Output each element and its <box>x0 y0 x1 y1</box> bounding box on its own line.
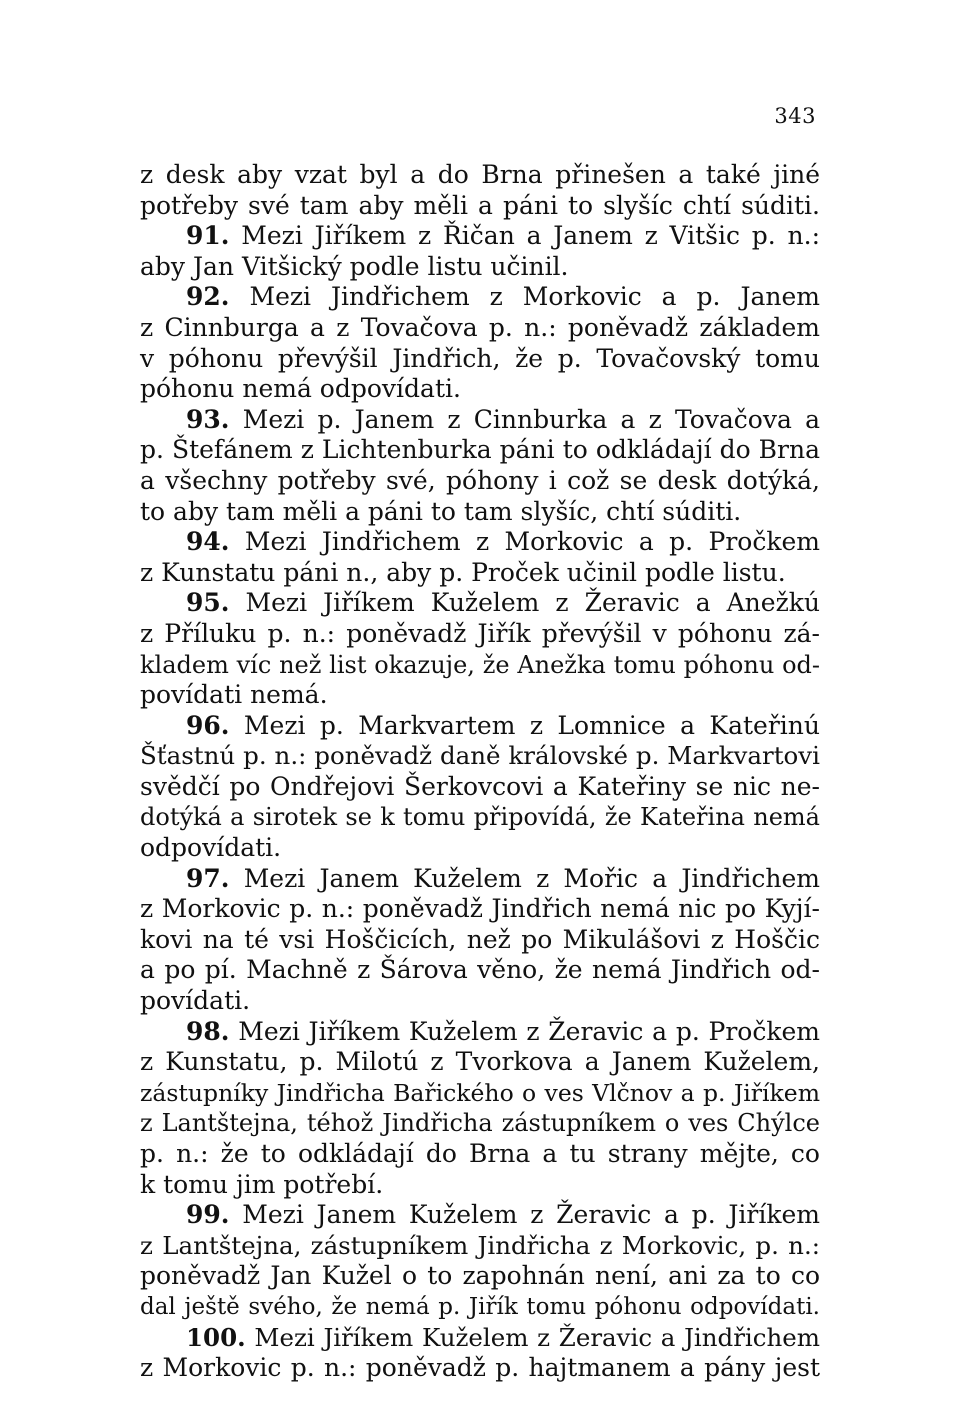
line-text: poněvadž Jan Kužel o to zapohnán není, ani za to co <box>140 1261 820 1291</box>
text-line <box>140 160 820 191</box>
text-line <box>140 650 820 681</box>
line-text: Mezi Jiříkem Kuželem z Žeravic a p. Pročkem <box>238 1016 820 1046</box>
entry-number: 93. <box>186 404 230 434</box>
entry-first-line <box>140 711 820 742</box>
line-text: odpovídati. <box>140 833 282 863</box>
text-line <box>140 191 820 222</box>
line-text: p. Štefánem z Lichtenburka páni to odkládají do Brna <box>140 435 820 465</box>
line-text: Mezi Jiříkem z Řičan a Janem z Vitšic p. n.: <box>241 221 820 251</box>
text-line <box>140 1353 820 1384</box>
entry-number: 98. <box>186 1016 230 1046</box>
text-line <box>140 1292 820 1323</box>
line-text: z Morkovic p. n.: poněvadž Jindřich nemá nic po Kyjí- <box>140 894 820 924</box>
entry-number: 94. <box>186 527 230 557</box>
line-text: z Kunstatu páni n., aby p. Proček učinil podle listu. <box>140 557 786 587</box>
text-line <box>140 252 820 283</box>
entry-first-line <box>140 221 820 252</box>
text-line <box>140 1047 820 1078</box>
entry-number: 92. <box>186 282 230 312</box>
entry-first-line <box>140 588 820 619</box>
entry-first-line <box>140 1323 820 1354</box>
line-text: Mezi Jindřichem z Morkovic a p. Pročkem <box>244 527 820 557</box>
line-text: póhonu nemá odpovídati. <box>140 374 461 404</box>
entry-first-line <box>140 1200 820 1231</box>
entry-number: 96. <box>186 710 230 740</box>
text-line <box>140 466 820 497</box>
line-text: z Lantštejna, téhož Jindřicha zástupníkem o ves Chýlce <box>140 1109 820 1138</box>
text-line <box>140 741 820 772</box>
line-text: z Kunstatu, p. Milotú z Tvorkova a Janem Kuželem, <box>140 1047 820 1077</box>
text-line <box>140 833 820 864</box>
line-text: potřeby své tam aby měli a páni to slyšíc chtí súditi. <box>140 190 820 220</box>
line-text: z Cinnburga a z Tovačova p. n.: poněvadž základem <box>140 312 820 342</box>
text-line <box>140 802 820 833</box>
text-line <box>140 1108 820 1139</box>
entry-number: 99. <box>186 1200 230 1230</box>
text-line <box>140 497 820 528</box>
text-line <box>140 680 820 711</box>
line-text: dotýká a sirotek se k tomu připovídá, že Kateřina nemá <box>140 803 820 832</box>
line-text: kovi na té vsi Hoščicích, než po Mikulášovi z Hoščic <box>140 924 820 954</box>
line-text: svědčí po Ondřejovi Šerkovcovi a Kateřiny se nic ne- <box>140 771 820 801</box>
text-line <box>140 1078 820 1109</box>
line-text: a všechny potřeby své, póhony i což se desk dotýká, <box>140 465 820 495</box>
line-text: povídati. <box>140 986 251 1016</box>
text-line <box>140 558 820 589</box>
entry-number: 91. <box>186 221 230 251</box>
line-text: Mezi Jiříkem Kuželem z Žeravic a Jindřichem <box>254 1322 820 1352</box>
line-text: v póhonu převýšil Jindřich, že p. Tovačovský tomu <box>140 343 820 373</box>
text-line <box>140 955 820 986</box>
line-text: zástupníky Jindřicha Bařického o ves Vlčnov a p. Jiříkem <box>140 1078 820 1107</box>
page-number: 343 <box>774 104 816 128</box>
line-text: z Lantštejna, zástupníkem Jindřicha z Morkovic, p. n.: <box>140 1230 820 1260</box>
text-line <box>140 1231 820 1262</box>
line-text: Mezi Jiříkem Kuželem z Žeravic a Anežkú <box>245 588 820 618</box>
text-line <box>140 313 820 344</box>
line-text: povídati nemá. <box>140 680 328 710</box>
text-line <box>140 894 820 925</box>
text-line <box>140 1139 820 1170</box>
line-text: kladem víc než list okazuje, že Anežka tomu póhonu od- <box>140 650 820 679</box>
line-text: Mezi p. Janem z Cinnburka a z Tovačova a <box>242 404 820 434</box>
entry-first-line <box>140 864 820 895</box>
text-line <box>140 344 820 375</box>
text-line <box>140 435 820 466</box>
entry-first-line <box>140 405 820 436</box>
text-line <box>140 1170 820 1201</box>
line-text: Šťastnú p. n.: poněvadž daně královské p. Markvartovi <box>140 741 820 771</box>
line-text: z desk aby vzat byl a do Brna přinešen a také jiné <box>140 160 820 189</box>
text-line <box>140 772 820 803</box>
line-text: z Příluku p. n.: poněvadž Jiřík převýšil v póhonu zá- <box>140 618 820 648</box>
entry-number: 100. <box>186 1322 246 1352</box>
line-text: to aby tam měli a páni to tam slyšíc, chtí súditi. <box>140 496 742 526</box>
entry-number: 97. <box>186 863 230 893</box>
line-text: aby Jan Vitšický podle listu učinil. <box>140 251 569 281</box>
line-text: p. n.: že to odkládají do Brna a tu strany mějte, co <box>140 1139 820 1168</box>
entry-number: 95. <box>186 588 230 618</box>
entry-first-line <box>140 282 820 313</box>
text-line <box>140 1261 820 1292</box>
line-text: Mezi Jindřichem z Morkovic a p. Janem <box>249 282 821 312</box>
line-text: Mezi Janem Kuželem z Žeravic a p. Jiříkem <box>242 1200 820 1230</box>
entry-first-line <box>140 527 820 558</box>
text-line <box>140 619 820 650</box>
line-text: k tomu jim potřebí. <box>140 1169 384 1199</box>
line-text: a po pí. Machně z Šárova věno, že nemá Jindřich od- <box>140 955 820 985</box>
text-line <box>140 925 820 956</box>
line-text: dal ještě svého, že nemá p. Jiřík tomu póhonu odpovídati. <box>140 1293 820 1320</box>
line-text: Mezi p. Markvartem z Lomnice a Kateřinú <box>243 710 820 740</box>
entry-first-line <box>140 1017 820 1048</box>
line-text: Mezi Janem Kuželem z Mořic a Jindřichem <box>243 863 820 893</box>
line-text: z Morkovic p. n.: poněvadž p. hajtmanem a pány jest <box>140 1353 820 1383</box>
text-line <box>140 374 820 405</box>
text-line <box>140 986 820 1017</box>
text-body <box>140 160 820 1384</box>
